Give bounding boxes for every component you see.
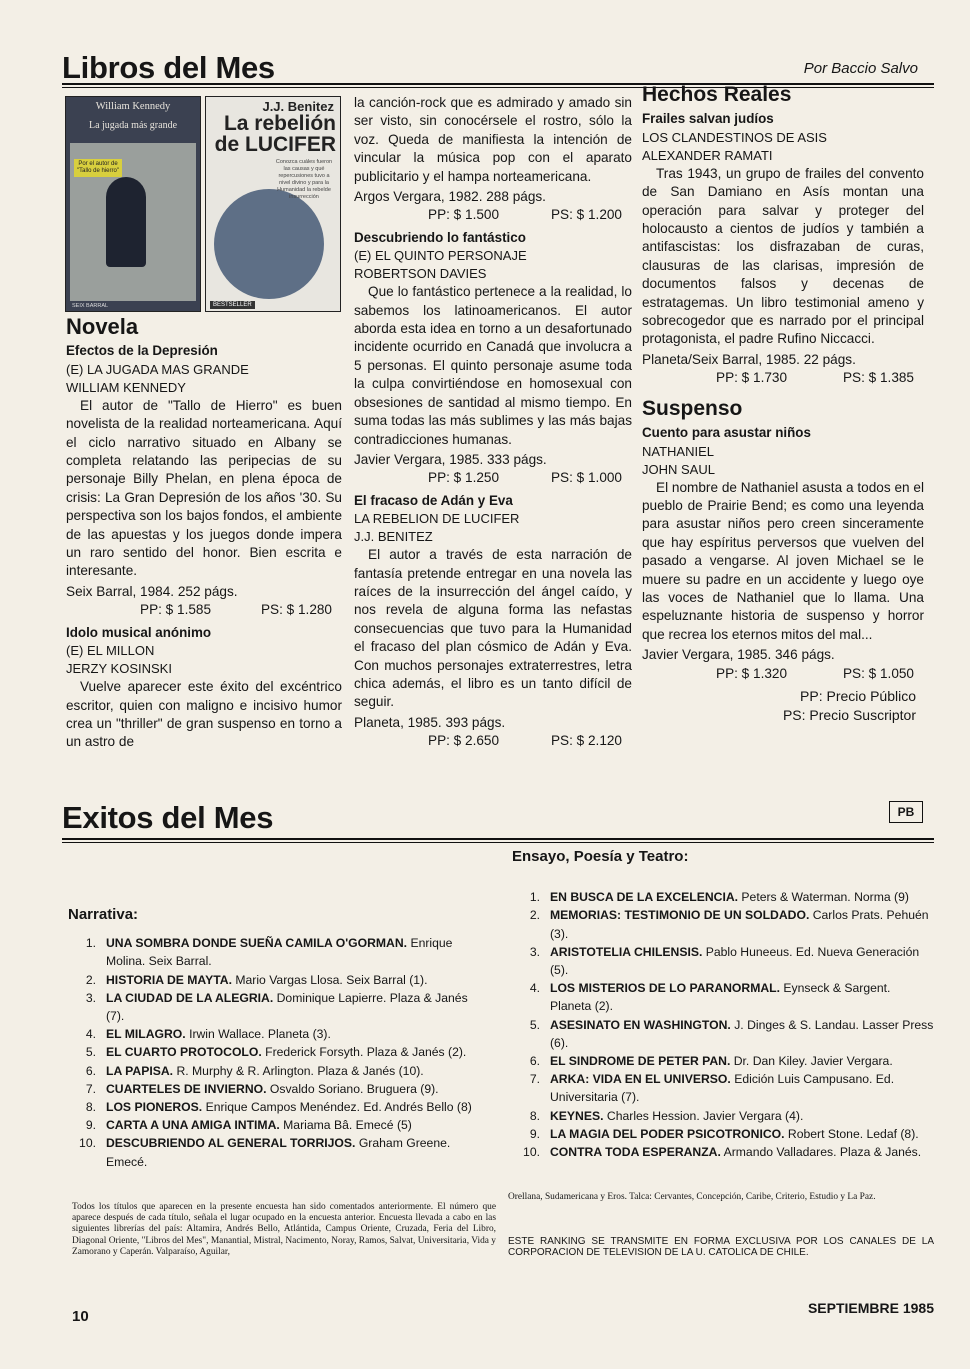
book6-ps: PS: $ 1.050 bbox=[842, 665, 914, 681]
ranking-item bbox=[512, 943, 934, 979]
rank-title: ARISTOTELIA CHILENSIS. bbox=[550, 944, 703, 959]
book4-category: El fracaso de Adán y Eva bbox=[354, 492, 513, 508]
book2-author: JERZY KOSINSKI bbox=[66, 661, 172, 677]
book6-author: JOHN SAUL bbox=[642, 461, 715, 477]
cover1-author: William Kennedy bbox=[95, 101, 171, 112]
rank-author: Graham Greene. Emecé. bbox=[106, 1136, 451, 1169]
rank-entry bbox=[106, 1098, 472, 1116]
ranking-item bbox=[512, 1125, 934, 1143]
rank-author: Armando Valladares. Plaza & Janés. bbox=[723, 1145, 922, 1160]
section-suspenso: Suspenso bbox=[642, 396, 743, 420]
header-rule bbox=[62, 83, 934, 85]
cover1-figure bbox=[106, 177, 146, 267]
rank-title: CONTRA TODA ESPERANZA. bbox=[550, 1145, 721, 1160]
rank-title: LOS PIONEROS. bbox=[106, 1100, 203, 1115]
book1-pp: PP: $ 1.585 bbox=[140, 602, 212, 618]
exitos-title: Exitos del Mes bbox=[62, 800, 274, 835]
book1-ps: PS: $ 1.280 bbox=[260, 602, 332, 618]
rank-author: Irwin Wallace. Planeta (3). bbox=[189, 1027, 331, 1042]
book3-prices bbox=[354, 469, 632, 487]
book5-review: Tras 1943, un grupo de frailes del convento de San Damiano en Asís montan una operación para salvar y proteger del holocausto a cientos de judíos y también a antifascistas: los disfrazaban de curas, clausuras de las clarisas, impresión de documentos falsos y decenas de estratagemas. Un libro testimonial ameno y sobrecogedor que es narrado por el principal protagonista, el padre Rufino Niccacci. bbox=[642, 165, 924, 347]
rank-number: 5. bbox=[85, 1045, 96, 1060]
rank-entry bbox=[106, 1134, 488, 1170]
rank-title: EL MILAGRO. bbox=[106, 1027, 186, 1042]
cover1-tag: Por el autor de "Tallo de hierro" bbox=[74, 159, 122, 177]
rank-author: Frederick Forsyth. Plaza & Janés (2). bbox=[265, 1045, 467, 1060]
ranking-item bbox=[68, 1025, 488, 1043]
rank-number: 4. bbox=[529, 981, 540, 996]
book2-review-cont: la canción-rock que es admirado y amado sin ser visto, sin conocérsele el rostro, sólo la voz. Queda de manifiesta la intención de vincular la música pop con el aparato publicitario y el hampa norteamericana. bbox=[354, 95, 632, 184]
rank-number: 1. bbox=[85, 936, 96, 951]
ranking-item bbox=[68, 1116, 488, 1134]
rank-entry bbox=[106, 971, 427, 989]
rank-author: Osvaldo Soriano. Bruguera (9). bbox=[269, 1081, 439, 1096]
rank-number: 9. bbox=[85, 1118, 96, 1133]
book1-prices bbox=[66, 601, 342, 619]
book2-publisher: Argos Vergara, 1982. 288 págs. bbox=[354, 189, 546, 205]
book3-ps: PS: $ 1.000 bbox=[550, 470, 622, 486]
price-legend-ps: PS: Precio Suscriptor bbox=[782, 706, 916, 723]
section-novela: Novela bbox=[66, 314, 139, 339]
rank-author: Dr. Dan Kiley. Javier Vergara. bbox=[733, 1054, 893, 1069]
section-hechos-reales: Hechos Reales bbox=[642, 83, 792, 106]
byline: Por Baccio Salvo bbox=[803, 60, 918, 77]
book4-prices bbox=[354, 732, 632, 750]
rank-title: KEYNES. bbox=[550, 1108, 604, 1123]
rank-entry bbox=[550, 1107, 803, 1125]
book1-review: El autor de "Tallo de Hierro" es buen novelista de la realidad norteamericana. Aquí el ciclo narrativo situado en Albany se completa relatando las peripecias de su personaje Billy Phelan, en plena época de crisis: La Gran Depresión de los años '30. Su perspectiva son los bajos fondos, el ambiente de las apuestas y los juegos donde impera un raro sentido del honor. Bien escrita e interesante. bbox=[66, 397, 342, 579]
book2-pp: PP: $ 1.500 bbox=[428, 207, 500, 223]
book4-author: J.J. BENITEZ bbox=[354, 529, 433, 545]
rank-title: CARTA A UNA AMIGA INTIMA. bbox=[106, 1118, 280, 1133]
column-1 bbox=[66, 314, 342, 754]
ranking-item bbox=[512, 888, 934, 906]
rank-author: Enrique Campos Menéndez. Ed. Andrés Bello (8) bbox=[205, 1100, 472, 1115]
ranking-ensayo bbox=[512, 848, 934, 1161]
book4-title: LA REBELION DE LUCIFER bbox=[354, 511, 520, 527]
cover2-title: La rebelión de LUCIFER bbox=[214, 112, 336, 156]
rank-title: EL SINDROME DE PETER PAN. bbox=[550, 1054, 731, 1069]
pb-badge: PB bbox=[889, 801, 923, 823]
rank-title: HISTORIA DE MAYTA. bbox=[106, 972, 232, 987]
book6-category: Cuento para asustar niños bbox=[642, 425, 811, 441]
rank-author: Mariama Bâ. Emecé (5) bbox=[283, 1118, 412, 1133]
rank-number: 6. bbox=[85, 1063, 96, 1078]
cover2-badge: BESTSELLER bbox=[210, 301, 255, 309]
rank-author: J. Dinges & S. Landau. Lasser Press (6). bbox=[550, 1017, 934, 1050]
rank-title: LA CIUDAD DE LA ALEGRIA. bbox=[106, 990, 274, 1005]
book3-review: Que lo fantástico pertenece a la realidad, lo sabemos los latinoamericanos. El autor aborda esta idea en torno a un desafortunado incidente ocurrido en Canadá que involucra a 5 personas. El quinto personaje asume toda la culpa convirtiéndose en homosexual con obsesiones de santidad al mismo tiempo. En suma todas las más sublimes y las más bajas contradicciones humanas. bbox=[354, 284, 632, 447]
book2-prices bbox=[354, 206, 632, 224]
rank-number: 4. bbox=[85, 1027, 96, 1042]
ranking-item bbox=[68, 934, 488, 970]
book1-publisher: Seix Barral, 1984. 252 págs. bbox=[66, 583, 238, 599]
rank-number: 2. bbox=[529, 908, 540, 923]
rank-number: 9. bbox=[529, 1126, 540, 1141]
book1-category: Efectos de la Depresión bbox=[66, 343, 218, 359]
ranking-narrativa bbox=[68, 906, 488, 1171]
rank-title: UNA SOMBRA DONDE SUEÑA CAMILA O'GORMAN. bbox=[106, 936, 408, 951]
rank-author: Mario Vargas Llosa. Seix Barral (1). bbox=[235, 972, 428, 987]
rank-number: 2. bbox=[85, 972, 96, 987]
exitos-rule-thin bbox=[62, 842, 934, 843]
rank-number: 3. bbox=[529, 944, 540, 959]
rank-entry bbox=[550, 943, 934, 979]
narrativa-heading: Narrativa: bbox=[68, 906, 139, 923]
book5-category: Frailes salvan judíos bbox=[642, 111, 774, 127]
book4-publisher: Planeta, 1985. 393 págs. bbox=[354, 714, 506, 730]
book-covers bbox=[65, 96, 340, 312]
page-title: Libros del Mes bbox=[62, 50, 275, 85]
column-2 bbox=[354, 94, 632, 755]
rank-number: 1. bbox=[529, 890, 540, 905]
rank-author: R. Murphy & R. Arlington. Plaza & Janés (10). bbox=[176, 1063, 424, 1078]
rank-entry bbox=[550, 1070, 934, 1106]
rank-number: 8. bbox=[529, 1108, 540, 1123]
book1-author: WILLIAM KENNEDY bbox=[66, 379, 186, 395]
rank-number: 7. bbox=[529, 1072, 540, 1087]
rank-author: Robert Stone. Ledaf (8). bbox=[787, 1126, 919, 1141]
footnote-right: Orellana, Sudamericana y Eros. Talca: Cervantes, Concepción, Caribe, Criterio, Estudio y La Paz. bbox=[508, 1192, 876, 1202]
rank-number: 10. bbox=[79, 1136, 96, 1151]
ranking-note: ESTE RANKING SE TRANSMITE EN FORMA EXCLUSIVA POR LOS CANALES DE LA CORPORACION DE TELEVISION DE LA U. CATOLICA DE CHILE. bbox=[508, 1236, 934, 1259]
rank-title: EN BUSCA DE LA EXCELENCIA. bbox=[550, 890, 739, 905]
rank-author: Charles Hession. Javier Vergara (4). bbox=[606, 1108, 804, 1123]
book5-pp: PP: $ 1.730 bbox=[716, 370, 788, 386]
book3-publisher: Javier Vergara, 1985. 333 págs. bbox=[354, 451, 547, 467]
book3-category: Descubriendo lo fantástico bbox=[354, 229, 526, 245]
book6-title: NATHANIEL bbox=[642, 443, 714, 459]
ensayo-list bbox=[512, 888, 934, 1161]
ranking-item bbox=[512, 1052, 934, 1070]
rank-author: Eynseck & Sargent. Planeta (2). bbox=[550, 981, 891, 1014]
cover2-blurb: Conozca cuáles fueron las causas y qué repercusiones tuvo a nivel divino y para la Humanidad la rebelde insurrección bbox=[275, 159, 333, 200]
ensayo-heading: Ensayo, Poesía y Teatro: bbox=[512, 848, 689, 865]
rank-number: 5. bbox=[529, 1017, 540, 1032]
rank-entry bbox=[550, 1016, 934, 1052]
book4-pp: PP: $ 2.650 bbox=[428, 733, 500, 749]
rank-entry bbox=[550, 1125, 919, 1143]
rank-title: LA PAPISA. bbox=[106, 1063, 174, 1078]
rank-entry bbox=[106, 1043, 466, 1061]
rank-number: 7. bbox=[85, 1081, 96, 1096]
rank-number: 8. bbox=[85, 1100, 96, 1115]
rank-entry bbox=[106, 989, 488, 1025]
book6-review: El nombre de Nathaniel asusta a todos en el pueblo de Prairie Bend; es como una leyenda para asustar niños pero creen sinceramente que hay espíritus perversos que vuelven del pasado a vengarse. Al joven Michael se le muere su padre en un accidente y luego oye las voces de Nathaniel que lo llama. Una espeluznante historia de suspenso y horror que recrea los eternos mitos del mal... bbox=[642, 479, 924, 642]
rank-title: MEMORIAS: TESTIMONIO DE UN SOLDADO. bbox=[550, 908, 810, 923]
ranking-item bbox=[512, 1107, 934, 1125]
book4-review: El autor a través de esta narración de fantasía pretende entregar en una novela las raíces de la insurrección del ángel caído, y nos revela de alguna forma las nefastas consecuencias que tuvo para la Humanidad el fracaso del plan cósmico de Adán y Eva. Con muchos personajes extraterrestres, letra chica además, el libro es un tanto difícil de seguir. bbox=[354, 547, 632, 710]
page-number: 10 bbox=[72, 1308, 89, 1325]
book3-title: (E) EL QUINTO PERSONAJE bbox=[354, 248, 527, 264]
rank-entry bbox=[106, 1025, 331, 1043]
column-3 bbox=[642, 83, 924, 725]
rank-entry bbox=[550, 1143, 921, 1161]
rank-author: Dominique Lapierre. Plaza & Janés (7). bbox=[106, 990, 468, 1024]
rank-author: Enrique Molina. Seix Barral. bbox=[106, 936, 453, 969]
book3-pp: PP: $ 1.250 bbox=[428, 470, 500, 486]
rank-author: Carlos Prats. Pehuén (3). bbox=[550, 908, 929, 941]
cover2-author: J.J. Benitez bbox=[262, 99, 334, 114]
rank-entry bbox=[550, 888, 909, 906]
ranking-item bbox=[68, 1043, 488, 1061]
rank-entry bbox=[106, 934, 488, 970]
book5-prices bbox=[642, 369, 924, 387]
ranking-item bbox=[512, 1070, 934, 1106]
rank-title: ARKA: VIDA EN EL UNIVERSO. bbox=[550, 1072, 731, 1087]
rank-entry bbox=[550, 979, 934, 1015]
rank-entry bbox=[550, 1052, 893, 1070]
ranking-item bbox=[68, 1080, 488, 1098]
ranking-item bbox=[512, 979, 934, 1015]
book6-publisher: Javier Vergara, 1985. 346 págs. bbox=[642, 647, 835, 663]
book2-category: Idolo musical anónimo bbox=[66, 624, 212, 640]
rank-title: LOS MISTERIOS DE LO PARANORMAL. bbox=[550, 981, 780, 996]
ranking-item bbox=[68, 971, 488, 989]
book6-pp: PP: $ 1.320 bbox=[716, 665, 788, 681]
rank-number: 6. bbox=[529, 1054, 540, 1069]
book2-review: Vuelve aparecer este éxito del excéntrico escritor, quien con maligno e incisivo humor crea un "thriller" de gran suspenso en torno a un astro de bbox=[66, 679, 342, 750]
rank-title: LA MAGIA DEL PODER PSICOTRONICO. bbox=[550, 1126, 785, 1141]
rank-title: DESCUBRIENDO AL GENERAL TORRIJOS. bbox=[106, 1136, 356, 1151]
ranking-item bbox=[68, 989, 488, 1025]
rank-title: ASESINATO EN WASHINGTON. bbox=[550, 1017, 731, 1032]
ranking-item bbox=[512, 906, 934, 942]
cover1-publisher: SEIX BARRAL bbox=[72, 303, 109, 309]
book5-author: ALEXANDER RAMATI bbox=[642, 147, 773, 163]
rank-entry bbox=[106, 1080, 439, 1098]
book3-author: ROBERTSON DAVIES bbox=[354, 266, 487, 282]
book5-title: LOS CLANDESTINOS DE ASIS bbox=[642, 129, 827, 145]
cover2-globe bbox=[214, 189, 324, 299]
rank-author: Pablo Huneeus. Ed. Nueva Generación (5). bbox=[550, 944, 920, 978]
rank-entry bbox=[550, 906, 934, 942]
book4-ps: PS: $ 2.120 bbox=[550, 733, 622, 749]
rank-entry bbox=[106, 1062, 424, 1080]
rank-entry bbox=[106, 1116, 412, 1134]
issue-date: SEPTIEMBRE 1985 bbox=[807, 1300, 934, 1316]
ranking-item bbox=[512, 1143, 934, 1161]
book6-prices bbox=[642, 665, 924, 683]
book2-title: (E) EL MILLON bbox=[66, 643, 155, 659]
exitos-rule bbox=[62, 838, 934, 840]
book5-ps: PS: $ 1.385 bbox=[842, 370, 914, 386]
book5-publisher: Planeta/Seix Barral, 1985. 22 págs. bbox=[642, 351, 856, 367]
ranking-item bbox=[68, 1134, 488, 1170]
ranking-item bbox=[68, 1098, 488, 1116]
rank-author: Edición Luis Campusano. Ed. Universitaria (7). bbox=[550, 1072, 895, 1105]
price-legend-pp: PP: Precio Público bbox=[800, 687, 916, 704]
rank-title: CUARTELES DE INVIERNO. bbox=[106, 1081, 267, 1096]
book1-title: (E) LA JUGADA MAS GRANDE bbox=[66, 361, 249, 377]
book2-ps: PS: $ 1.200 bbox=[550, 207, 622, 223]
footnote-left: Todos los títulos que aparecen en la presente encuesta han sido comentados anteriormente. El número que aparece después de cada título, señala el lugar ocupado en la encuesta anterior. Encuesta llevada a cabo en las siguientes librerías del país: Altamira, Andrés Bello, Atlántida, Campus Oriente, Cruzada, Feria del Libro, Diagonal Oriente, "Libros del Mes", Manantial, Mistral, Nacimento, Noray, Ramos, Salvat, Universitaria, Vida y Zamorano y Caperán. Valparaíso, Aguilar, bbox=[72, 1202, 496, 1257]
rank-number: 3. bbox=[85, 990, 96, 1005]
ranking-item bbox=[512, 1016, 934, 1052]
cover-rebelion-lucifer bbox=[205, 96, 341, 312]
cover1-title: La jugada más grande bbox=[88, 120, 178, 131]
rank-author: Peters & Waterman. Norma (9) bbox=[741, 890, 909, 905]
rank-number: 10. bbox=[523, 1145, 540, 1160]
cover-la-jugada bbox=[65, 96, 201, 312]
ranking-item bbox=[68, 1062, 488, 1080]
rank-title: EL CUARTO PROTOCOLO. bbox=[106, 1045, 262, 1060]
narrativa-list bbox=[68, 934, 488, 1171]
